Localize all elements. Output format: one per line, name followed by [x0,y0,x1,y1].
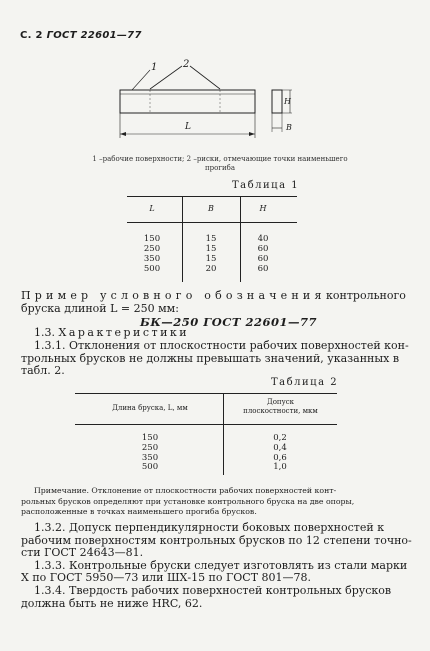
table1-cell: 60 [257,264,269,274]
bar-drawing [110,60,310,150]
table2-cell: 0,6 [273,453,287,463]
table2-divider [223,393,224,475]
para-1-3-2-line2: рабочим поверхностям контрольных брусков по 12 степени точно- [21,534,412,547]
table2-top-rule [75,393,337,394]
table1-top-rule [127,196,297,197]
table2-cell: 0,4 [273,443,287,453]
table1-cell: 60 [257,254,269,264]
table2-cell: 500 [141,462,159,472]
table1-cell: 500 [143,264,161,274]
table2-cell: 250 [141,443,159,453]
table2-cell: 150 [141,433,159,443]
para-1-3-2-line3: сти ГОСТ 24643—81. [21,546,144,559]
table1-title: Таблица 1 [232,180,300,191]
para-1-3-1-line3: табл. 2. [21,364,65,377]
table1-cell: 40 [257,234,269,244]
note-line3: расположенные в точках наименьшего прогиба брусков. [21,507,257,516]
note-line1: Примечание. Отклонение от плоскостности рабочих поверхностей конт- [34,486,337,495]
example-designation: БК—250 ГОСТ 22601—77 [140,315,317,329]
table1-cell: 15 [205,244,217,254]
para-1-3-2-line1: 1.3.2. Допуск перпендикулярности боковых поверхностей к [34,521,385,534]
section-title: Характеристики [58,326,190,339]
callout-1: 1 [151,62,158,73]
table2-header-rule [75,424,337,425]
table1-divider-1 [182,196,183,282]
page-number: С. 2 [20,30,43,41]
table1-cell: 350 [143,254,161,264]
example-line2: бруска длиной L = 250 мм: [21,302,179,315]
dim-label-L: L [185,122,191,132]
section-number: 1.3. [34,326,55,339]
table1-cell: 150 [143,234,161,244]
table1-header-B: B [208,204,214,213]
para-1-3-3-line1: 1.3.3. Контрольные бруски следует изготовлять из стали марки [34,559,408,572]
table2-cell: 1,0 [273,462,287,472]
note-line2: рольных брусков определяют при установке контрольного бруска на две опоры, [21,497,355,506]
table2-title: Таблица 2 [271,377,339,388]
page-header [20,30,142,41]
table1-header-L: L [149,204,155,213]
para-1-3-4-line2: должна быть не ниже HRC, 62. [21,597,203,610]
para-1-3-1-line2: трольных брусков не должны превышать значений, указанных в [21,352,400,365]
para-1-3-3-line2: Х по ГОСТ 5950—73 или ШХ-15 по ГОСТ 801—78. [21,571,312,584]
example-line1b: контрольного [326,289,406,302]
table1-cell: 15 [205,234,217,244]
table1-header-rule [127,222,297,223]
callout-2: 2 [183,59,190,70]
table2-cell: 350 [141,453,159,463]
table2-header-tolerance-2: плоскостности, мкм [243,407,318,415]
standard-number: ГОСТ 22601—77 [46,30,142,41]
table1-divider-2 [240,196,241,282]
para-1-3-1-line1: 1.3.1. Отклонения от плоскостности рабочих поверхностей кон- [34,339,409,352]
figure-caption-line1: 1 –рабочие поверхности; 2 –риски, отмечающие точки наименьшего [92,155,348,163]
table2-cell: 0,2 [273,433,287,443]
table1-cell: 20 [205,264,217,274]
table1-header-H: H [259,204,267,213]
table2-header-tolerance-1: Допуск [267,398,294,406]
table2-header-length: Длина бруска, L, мм [112,404,188,412]
table1-cell: 15 [205,254,217,264]
table1-cell: 250 [143,244,161,254]
section-heading [34,326,189,339]
dim-label-H: H [284,97,291,106]
table1-cell: 60 [257,244,269,254]
para-1-3-4-line1: 1.3.4. Твердость рабочих поверхностей контрольных брусков [34,584,392,597]
example-line1a: Пример условного обозначения [21,289,326,302]
figure-caption-line2: прогиба [204,164,236,172]
dim-label-B: B [286,123,292,132]
